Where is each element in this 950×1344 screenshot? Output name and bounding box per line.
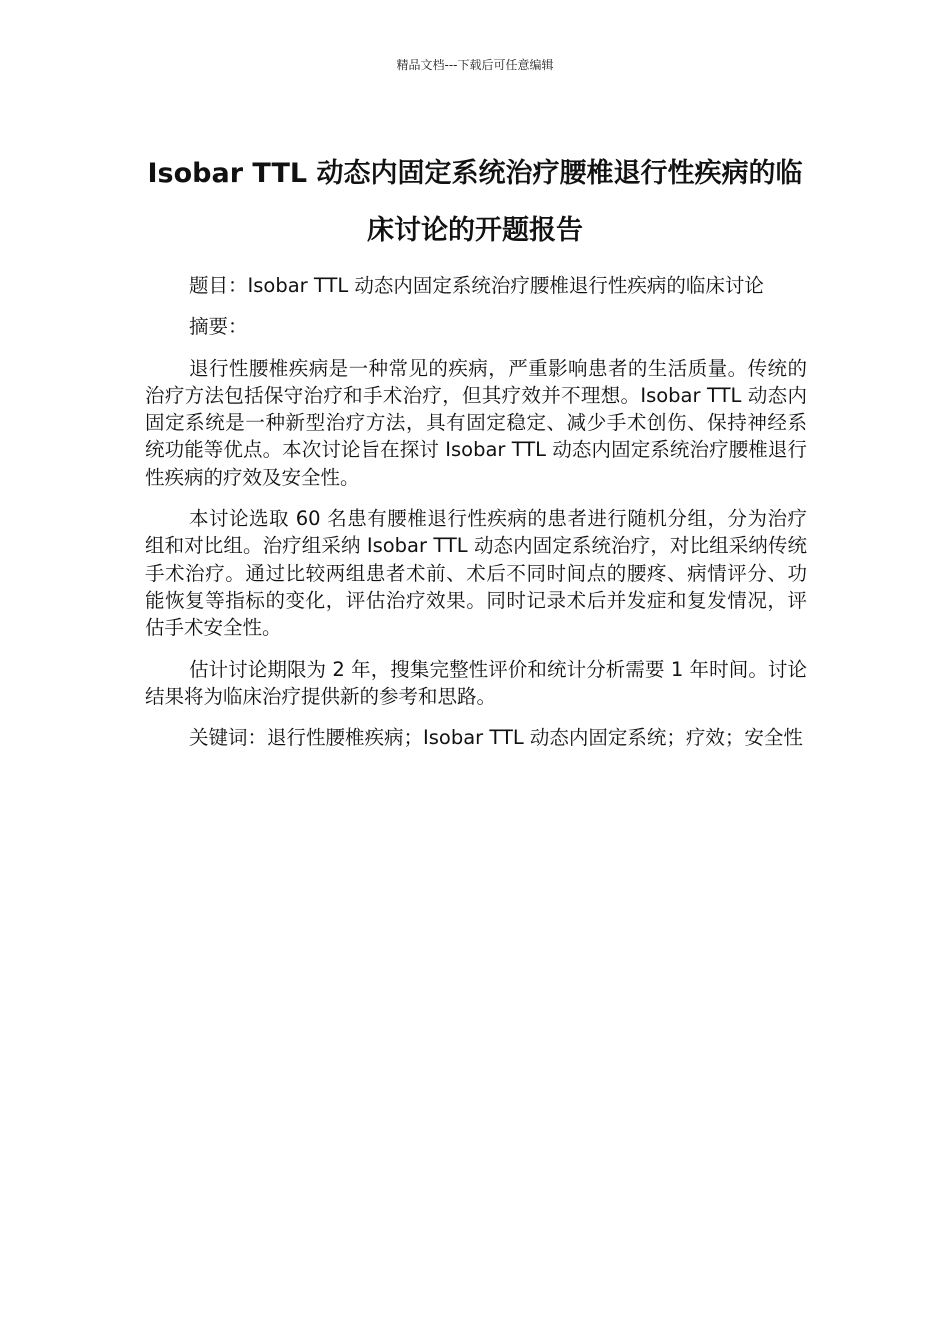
abstract-heading: 摘要： (189, 315, 248, 339)
keywords-paragraph: 关键词：退行性腰椎疾病；Isobar TTL 动态内固定系统；疗效；安全性 (189, 726, 803, 750)
abstract-paragraph-3: 估计讨论期限为 2 年，搜集完整性评价和统计分析需要 1 年时间。讨论结果将为临床治疗提供新的参考和思路。 (145, 657, 807, 708)
topic-paragraph: 题目：Isobar TTL 动态内固定系统治疗腰椎退行性疾病的临床讨论 (189, 274, 764, 297)
abstract-paragraph-2: 本讨论选取 60 名患有腰椎退行性疾病的患者进行随机分组，分为治疗组和对比组。治疗组采纳 Isobar TTL 动态内固定系统治疗，对比组采纳传统手术治疗。通过比较两组患者术前、术后不同时间点的腰疼、病情评分、功能恢复等指标的变化，评估治疗效果。同时记录术后并发症和复发情况，评估手术安全性。 (145, 507, 807, 640)
abstract-paragraph-1: 退行性腰椎疾病是一种常见的疾病，严重影响患者的生活质量。传统的治疗方法包括保守治疗和手术治疗，但其疗效并不理想。Isobar TTL 动态内固定系统是一种新型治疗方法，具有固定稳定、减少手术创伤、保持神经系统功能等优点。本次讨论旨在探讨 Isobar TTL 动态内固定系统治疗腰椎退行性疾病的疗效及安全性。 (145, 356, 807, 489)
document-title: Isobar TTL 动态内固定系统治疗腰椎退行性疾病的临床讨论的开题报告 (147, 158, 803, 247)
document-body (145, 272, 807, 765)
header-note: 精品文档---下载后可任意编辑 (396, 58, 554, 72)
